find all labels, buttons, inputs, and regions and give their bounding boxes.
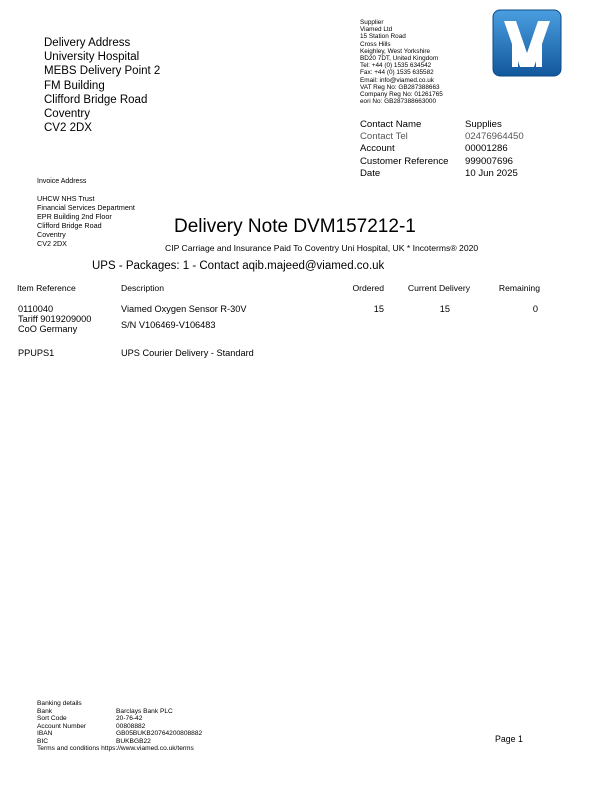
account-label: Account xyxy=(360,143,395,155)
invoice-address-line: Coventry xyxy=(37,229,66,239)
row1-ordered: 15 xyxy=(373,304,384,314)
invoice-address-line: Clifford Bridge Road xyxy=(37,220,102,230)
viamed-logo-icon xyxy=(492,9,562,77)
invoice-address xyxy=(37,195,135,248)
row1-serials: S/N V106469-V106483 xyxy=(121,320,216,330)
invoice-address-line: CV2 2DX xyxy=(37,238,67,248)
supplier-line: eori No: GB287388663000 xyxy=(360,98,437,106)
contact-tel-label: Contact Tel xyxy=(360,131,408,143)
sort-code-label: Sort Code xyxy=(37,715,67,722)
delivery-address-line: CV2 2DX xyxy=(44,122,92,135)
delivery-address xyxy=(44,36,160,135)
bank-label: Bank xyxy=(37,707,53,715)
account-number-value: 00808882 xyxy=(116,722,146,730)
bic-row xyxy=(37,738,202,746)
shipping-line: UPS - Packages: 1 - Contact aqib.majeed@viamed.co.uk xyxy=(92,260,385,272)
supplier-line: Fax: +44 (0) 1535 635582 xyxy=(360,69,434,77)
bank-row xyxy=(37,708,202,716)
bank-value: Barclays Bank PLC xyxy=(116,707,173,715)
row1-item-reference: 0110040 xyxy=(18,304,54,314)
row2-item-reference: PPUPS1 xyxy=(18,348,55,358)
banking-title: Banking details xyxy=(37,700,82,707)
header-ordered: Ordered xyxy=(352,283,384,293)
supplier-line: VAT Reg No: GB287388663 xyxy=(360,83,440,91)
row1-current-delivery: 15 xyxy=(439,304,450,314)
row1-coo: CoO Germany xyxy=(18,324,78,334)
invoice-address-line: UHCW NHS Trust xyxy=(37,194,95,203)
customer-reference-row xyxy=(360,156,524,168)
supplier-line: Company Reg No: 01261765 xyxy=(360,91,443,99)
row1-remaining: 0 xyxy=(532,304,538,314)
delivery-address-line: Coventry xyxy=(44,108,91,121)
row1-tariff: Tariff 9019209000 xyxy=(18,314,92,324)
account-number-label: Account Number xyxy=(37,722,87,730)
header-item-reference: Item Reference xyxy=(17,283,76,293)
contact-info-header xyxy=(360,119,524,131)
supplier-line: Cross Hills xyxy=(360,40,391,48)
date-label: Date xyxy=(360,167,381,179)
header-description: Description xyxy=(121,283,164,293)
header-current-delivery: Current Delivery xyxy=(407,283,470,293)
account-number-row xyxy=(37,723,202,731)
supplier-title: Supplier xyxy=(360,19,384,26)
viamed-logo xyxy=(492,9,562,77)
iban-value: GB05BUKB20764200808882 xyxy=(116,730,203,737)
iban-label: IBAN xyxy=(37,730,53,737)
supplier-line: BD20 7DT, United Kingdom xyxy=(360,55,439,63)
header-remaining: Remaining xyxy=(498,283,540,293)
invoice-address-line: Financial Services Department xyxy=(37,202,135,212)
sort-code-row xyxy=(37,715,202,723)
banking-details xyxy=(37,700,202,753)
page-number: Page 1 xyxy=(495,734,523,744)
supplier-line: Email: info@viamed.co.uk xyxy=(360,76,434,84)
bic-label: BIC xyxy=(37,737,48,745)
bic-value: BUKBGB22 xyxy=(116,737,151,745)
contact-name-value: Supplies xyxy=(465,119,502,130)
delivery-address-title: Delivery Address xyxy=(44,37,131,49)
date-value: 10 Jun 2025 xyxy=(465,167,518,179)
contact-info xyxy=(360,119,524,180)
row1-description: Viamed Oxygen Sensor R-30V xyxy=(121,304,247,314)
supplier-line: Viamed Ltd xyxy=(360,26,393,34)
supplier-line: Tel: +44 (0) 1535 634542 xyxy=(360,62,432,70)
contact-tel-row xyxy=(360,131,524,143)
delivery-address-line: FM Building xyxy=(44,79,105,92)
account-value: 00001286 xyxy=(465,143,508,155)
incoterms-line: CIP Carriage and Insurance Paid To Coventry Uni Hospital, UK * Incoterms® 2020 xyxy=(165,243,479,253)
invoice-address-title: Invoice Address xyxy=(37,178,87,185)
customer-reference-label: Customer Reference xyxy=(360,155,449,167)
contact-name-label: Contact Name xyxy=(360,119,422,130)
iban-row xyxy=(37,730,202,738)
supplier-details xyxy=(360,19,443,105)
delivery-address-line: Clifford Bridge Road xyxy=(44,93,148,106)
row2-description: UPS Courier Delivery - Standard xyxy=(121,348,254,358)
sort-code-value: 20-76-42 xyxy=(116,715,143,722)
delivery-address-line: University Hospital xyxy=(44,51,140,64)
delivery-address-line: MEBS Delivery Point 2 xyxy=(44,65,161,78)
document-title: Delivery Note DVM157212-1 xyxy=(174,216,416,237)
terms-link[interactable]: Terms and conditions https://www.viamed.co.uk/terms xyxy=(37,745,194,752)
account-row xyxy=(360,143,524,155)
supplier-line: 15 Station Road xyxy=(360,33,406,41)
contact-tel-value: 02476964450 xyxy=(465,131,524,143)
date-row xyxy=(360,168,524,180)
customer-reference-value: 999007696 xyxy=(465,155,514,167)
supplier-line: Keighley, West Yorkshire xyxy=(360,47,431,55)
invoice-address-line: EPR Building 2nd Floor xyxy=(37,211,112,221)
